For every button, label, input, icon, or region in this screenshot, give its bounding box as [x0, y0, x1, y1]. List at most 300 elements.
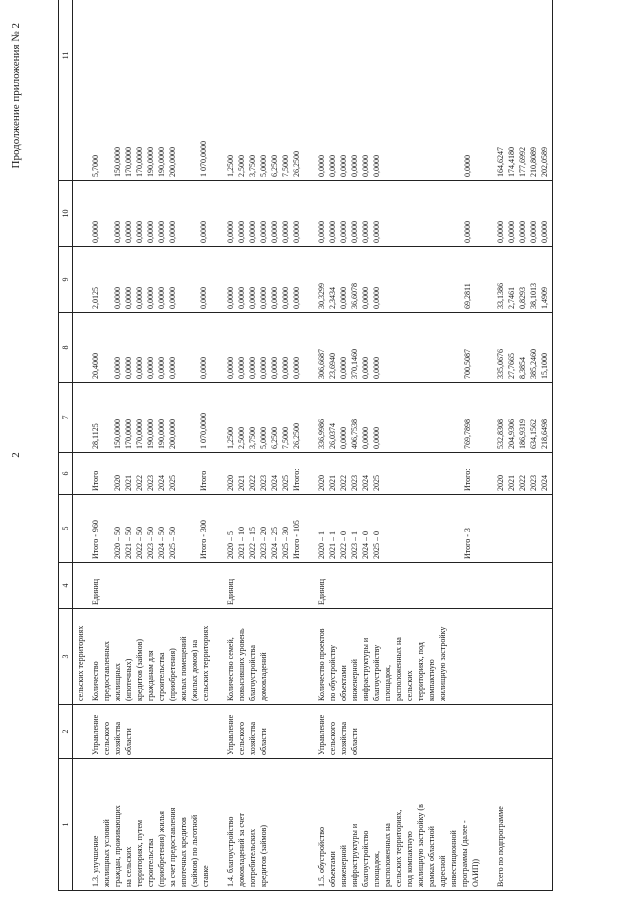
- value: 26,0374: [328, 423, 337, 449]
- spacer: [442, 498, 452, 559]
- value: 2,5000: [237, 155, 246, 177]
- table-cell: [73, 453, 89, 495]
- total-label: Итого - 960: [91, 520, 100, 559]
- spacer: [412, 316, 422, 379]
- spacer: [432, 386, 442, 449]
- spacer: [302, 250, 312, 309]
- spacer: [422, 0, 432, 177]
- executor-name: сельского: [102, 722, 111, 755]
- spacer: [422, 316, 432, 379]
- spacer: [481, 762, 491, 887]
- spacer: [412, 498, 422, 559]
- spacer: [402, 456, 412, 491]
- indicator-text: жилищную застройку: [438, 626, 447, 701]
- value: 385,2460: [529, 349, 538, 379]
- spacer: [178, 250, 188, 309]
- year: 2020: [226, 475, 235, 491]
- value: 0,0000: [496, 221, 505, 243]
- table-cell: [223, 313, 314, 383]
- year-count: 2025 – 50: [168, 527, 177, 559]
- value: 0,0000: [540, 221, 549, 243]
- value: 0,0000: [361, 427, 370, 449]
- measure-name: инвестиционной: [449, 830, 458, 887]
- indicator-text: по обустройству: [328, 644, 337, 701]
- total-label: Итого: [91, 470, 100, 491]
- year-count: 2022 – 15: [248, 527, 257, 559]
- executor-name: Управление: [226, 714, 235, 755]
- table-cell: [493, 383, 553, 453]
- value: 0,0000: [339, 221, 348, 243]
- table-cell: [493, 759, 553, 891]
- value: 7,5000: [281, 155, 290, 177]
- value: 0,0000: [259, 221, 268, 243]
- value: 0,0000: [113, 287, 122, 309]
- value: 0,0000: [157, 221, 166, 243]
- value: 0,0000: [157, 357, 166, 379]
- indicator-text: компактную: [427, 659, 436, 701]
- table-cell: [314, 495, 493, 563]
- table-cell: [314, 313, 493, 383]
- value: 532,8308: [496, 419, 505, 449]
- year: 2021: [507, 475, 516, 491]
- spacer: [382, 184, 392, 243]
- year-count: 2022 – 50: [135, 527, 144, 559]
- measure-name: граждан, проживающих: [113, 805, 122, 887]
- executor-name: сельского: [237, 722, 246, 755]
- value: 30,3299: [317, 283, 326, 309]
- spacer: [473, 386, 483, 449]
- measure-name: благоустройство: [361, 830, 370, 887]
- year: 2025: [168, 475, 177, 491]
- measure-name: рамках областной: [427, 826, 436, 887]
- measure-name: на сельских: [124, 846, 133, 887]
- value: 0,0000: [270, 221, 279, 243]
- value: 204,9306: [507, 419, 516, 449]
- year: 2022: [339, 475, 348, 491]
- value: 7,5000: [281, 427, 290, 449]
- table-cell: [223, 0, 314, 181]
- spacer: [178, 386, 188, 449]
- value: 1,4909: [540, 287, 549, 309]
- table-cell: [88, 563, 223, 609]
- indicator-text: благоустройства: [248, 645, 257, 701]
- spacer: [432, 498, 442, 559]
- measure-name: расположенных на: [383, 823, 392, 887]
- value: 0,0000: [281, 357, 290, 379]
- spacer: [442, 250, 452, 309]
- unit-label: Единиц: [226, 578, 235, 605]
- year-count: 2025 – 0: [372, 531, 381, 559]
- spacer: [188, 184, 198, 243]
- table-cell: [493, 705, 553, 759]
- executor-name: области: [259, 728, 268, 755]
- spacer: [452, 0, 462, 177]
- value: 0,0000: [237, 357, 246, 379]
- year: 2023: [529, 475, 538, 491]
- spacer: [360, 708, 370, 755]
- table-cell: [314, 705, 493, 759]
- spacer: [392, 316, 402, 379]
- appendix-label: Продолжение приложения № 2: [10, 23, 22, 169]
- year-count: 2024 – 0: [361, 531, 370, 559]
- value: 0,0000: [135, 287, 144, 309]
- table-cell: [73, 181, 89, 247]
- spacer: [473, 456, 483, 491]
- measure-name: за счет предоставления: [168, 807, 177, 887]
- year-count: 2022 – 0: [339, 531, 348, 559]
- measure-name: потребительских: [248, 828, 257, 887]
- value: 0,0000: [259, 357, 268, 379]
- table-row: [314, 0, 493, 891]
- total-label: [101, 456, 112, 491]
- indicator-text: (ипотечных): [124, 658, 133, 701]
- measure-name: сельских территориях,: [394, 809, 403, 887]
- year-count: 2023 – 50: [146, 527, 155, 559]
- value: 0,0000: [146, 221, 155, 243]
- table-cell: [493, 181, 553, 247]
- column-number: 10: [59, 181, 73, 247]
- value: 0,0000: [146, 357, 155, 379]
- indicator-text: предоставленных: [102, 641, 111, 701]
- spacer: [188, 498, 198, 559]
- column-number: 8: [59, 313, 73, 383]
- indicator-text: благоустройству: [372, 644, 381, 701]
- column-number: 5: [59, 495, 73, 563]
- spacer: [327, 566, 337, 605]
- spacer: [432, 316, 442, 379]
- value: 190,0000: [146, 147, 155, 177]
- table-cell: [493, 247, 553, 313]
- value: 174,4180: [507, 147, 516, 177]
- value: 0,0000: [339, 155, 348, 177]
- spacer: [209, 386, 219, 449]
- spacer: [302, 386, 312, 449]
- column-number: 9: [59, 247, 73, 313]
- measure-name: под компактную: [405, 831, 414, 887]
- value: 0,0000: [361, 155, 370, 177]
- page-number: 2: [10, 452, 22, 458]
- value: 0,0000: [361, 221, 370, 243]
- indicator-text: строительства: [157, 652, 166, 701]
- spacer: [178, 498, 188, 559]
- value: 0,0000: [135, 221, 144, 243]
- table-cell: [493, 495, 553, 563]
- value: 0,0000: [529, 221, 538, 243]
- year-count: 2020 – 1: [317, 531, 326, 559]
- indicator-text: домовладений: [259, 652, 268, 701]
- value: 0,0000: [317, 221, 326, 243]
- indicator-text: (приобретения): [168, 648, 177, 701]
- value: 0,0000: [518, 221, 527, 243]
- year: 2021: [124, 475, 133, 491]
- indicator-text: площадок,: [383, 665, 392, 701]
- value: [101, 386, 112, 449]
- value: 2,0125: [91, 287, 100, 309]
- spacer: [442, 0, 452, 177]
- table-cell: [223, 609, 314, 705]
- value: 0,0000: [124, 287, 133, 309]
- value: 33,1386: [496, 283, 505, 309]
- value: 27,7665: [507, 353, 516, 379]
- total-value: 1 070,0000: [199, 413, 208, 449]
- table-cell: [493, 453, 553, 495]
- spacer: [452, 456, 462, 491]
- spacer: [382, 250, 392, 309]
- table-cell: [73, 383, 89, 453]
- value: 190,0000: [157, 419, 166, 449]
- table-cell: [88, 453, 223, 495]
- table-cell: [493, 313, 553, 383]
- total-value: 769,7898: [463, 419, 472, 449]
- table-cell: [88, 705, 223, 759]
- spacer: [188, 250, 198, 309]
- value: 0,0000: [361, 287, 370, 309]
- value: 0,0000: [226, 221, 235, 243]
- spacer: [302, 316, 312, 379]
- spacer: [302, 498, 312, 559]
- page-header: [10, 15, 58, 895]
- year-count: 2023 – 1: [350, 531, 359, 559]
- column-number: 2: [59, 705, 73, 759]
- executor-name: Управление: [91, 714, 100, 755]
- value: 406,7538: [350, 419, 359, 449]
- value: [101, 316, 112, 379]
- value: 3,7500: [248, 155, 257, 177]
- column-number: 3: [59, 609, 73, 705]
- table-cell: [73, 495, 89, 563]
- spacer: [442, 386, 452, 449]
- value: 190,0000: [157, 147, 166, 177]
- spacer: [209, 498, 219, 559]
- table-cell: [88, 0, 223, 181]
- value: 0,0000: [135, 357, 144, 379]
- table-cell: [223, 181, 314, 247]
- spacer: [452, 386, 462, 449]
- spacer: [422, 184, 432, 243]
- spacer: [269, 612, 279, 701]
- value: 0,0000: [270, 357, 279, 379]
- total-value: 1 070,0000: [199, 141, 208, 177]
- spacer: [209, 316, 219, 379]
- spacer: [432, 456, 442, 491]
- value: 38,1013: [529, 283, 538, 309]
- year: 2023: [259, 475, 268, 491]
- table-cell: [88, 759, 223, 891]
- spacer: [442, 456, 452, 491]
- table-cell: [223, 247, 314, 313]
- spacer: [269, 708, 279, 755]
- table-cell: [314, 563, 493, 609]
- spacer: [402, 184, 412, 243]
- value: 170,0000: [124, 419, 133, 449]
- measure-name: 1.3. улучшение: [91, 835, 100, 887]
- year-count: 2020 – 5: [226, 531, 235, 559]
- total-value: 0,0000: [292, 357, 301, 379]
- document-sheet: [10, 15, 628, 895]
- year-count: 2025 – 30: [281, 527, 290, 559]
- value: [101, 250, 112, 309]
- spacer: [188, 316, 198, 379]
- year: 2024: [157, 475, 166, 491]
- measure-name: ОАИП)): [471, 858, 480, 887]
- indicator-text: сельских территориях: [76, 625, 85, 701]
- spacer: [382, 386, 392, 449]
- indicator-text: сельских территориях: [201, 625, 210, 701]
- table-cell: [314, 247, 493, 313]
- year: 2024: [361, 475, 370, 491]
- value: 6,2500: [270, 155, 279, 177]
- spacer: [178, 316, 188, 379]
- executor-name: области: [350, 728, 359, 755]
- measure-name: ипотечных кредитов: [179, 817, 188, 887]
- table-cell: [314, 0, 493, 181]
- spacer: [412, 184, 422, 243]
- table-body: [73, 0, 553, 891]
- value: 0,0000: [259, 287, 268, 309]
- table-cell: [223, 495, 314, 563]
- value: 200,0000: [168, 147, 177, 177]
- value: 370,1460: [350, 349, 359, 379]
- spacer: [178, 184, 188, 243]
- total-value: 0,0000: [199, 221, 208, 243]
- measure-name: (приобретения) жилья: [157, 811, 166, 887]
- value: [101, 184, 112, 243]
- spacer: [188, 456, 198, 491]
- spacer: [209, 184, 219, 243]
- year-count: 2021 – 1: [328, 531, 337, 559]
- measure-name: домовладений за счет: [237, 813, 246, 887]
- value: 186,9319: [518, 419, 527, 449]
- table-cell: [493, 609, 553, 705]
- spacer: [432, 250, 442, 309]
- year: 2022: [518, 475, 527, 491]
- spacer: [412, 456, 422, 491]
- year: 2022: [248, 475, 257, 491]
- table-cell: [88, 313, 223, 383]
- spacer: [422, 456, 432, 491]
- spacer: [473, 0, 483, 177]
- value: 0,0000: [168, 287, 177, 309]
- value: 8,3854: [518, 357, 527, 379]
- spacer: [382, 316, 392, 379]
- indicator-text: расположенных на: [394, 637, 403, 701]
- executor-name: области: [124, 728, 133, 755]
- spacer: [382, 0, 392, 177]
- year: 2020: [113, 475, 122, 491]
- spacer: [392, 250, 402, 309]
- table-cell: [314, 181, 493, 247]
- indicator-text: Количество: [91, 661, 100, 701]
- spacer: [412, 250, 422, 309]
- value: 170,0000: [135, 147, 144, 177]
- table-cell: [493, 563, 553, 609]
- spacer: [412, 386, 422, 449]
- value: 0,0000: [350, 155, 359, 177]
- unit-label: Единиц: [91, 578, 100, 605]
- value: 1,2500: [226, 427, 235, 449]
- value: 200,0000: [168, 419, 177, 449]
- table-row: [73, 0, 89, 891]
- table-cell: [88, 247, 223, 313]
- value: 0,0000: [281, 221, 290, 243]
- total-value: 69,2811: [463, 283, 472, 309]
- year-count: 2021 – 10: [237, 527, 246, 559]
- total-label: Итого - 3: [463, 528, 472, 559]
- value: 0,0000: [248, 221, 257, 243]
- value: 2,5000: [237, 427, 246, 449]
- spacer: [302, 0, 312, 177]
- value: 0,0000: [270, 287, 279, 309]
- value: 0,0000: [361, 357, 370, 379]
- value: 15,1000: [540, 353, 549, 379]
- spacer: [473, 250, 483, 309]
- spacer: [452, 316, 462, 379]
- value: 0,0000: [328, 221, 337, 243]
- table-cell: [223, 563, 314, 609]
- year-count: 2024 – 25: [270, 527, 279, 559]
- table-cell: [88, 383, 223, 453]
- value: 3,7500: [248, 427, 257, 449]
- value: 36,6078: [350, 283, 359, 309]
- measure-name: инфраструктуры и: [350, 823, 359, 887]
- value: 0,0000: [124, 221, 133, 243]
- spacer: [188, 386, 198, 449]
- table-cell: [73, 759, 89, 891]
- table-cell: [73, 0, 89, 181]
- value: 0,0000: [372, 221, 381, 243]
- table-cell: [73, 609, 89, 705]
- value: 0,0000: [350, 221, 359, 243]
- spacer: [392, 386, 402, 449]
- value: 634,1562: [529, 419, 538, 449]
- value: 0,0000: [372, 287, 381, 309]
- table-cell: [493, 0, 553, 181]
- value: 306,6687: [317, 349, 326, 379]
- measure-name: объектами: [328, 851, 337, 887]
- spacer: [402, 386, 412, 449]
- total-value: 0,0000: [463, 155, 472, 177]
- year: 2023: [146, 475, 155, 491]
- value: 2,7461: [507, 287, 516, 309]
- total-label: Итого:: [292, 468, 301, 491]
- total-value: 0,0000: [292, 221, 301, 243]
- value: 5,0000: [259, 427, 268, 449]
- spacer: [452, 250, 462, 309]
- spacer: [442, 316, 452, 379]
- value: 20,4000: [91, 353, 100, 379]
- value: 0,0000: [339, 287, 348, 309]
- year: 2022: [135, 475, 144, 491]
- year: 2021: [328, 475, 337, 491]
- value: 0,0000: [226, 287, 235, 309]
- value: 177,6992: [518, 147, 527, 177]
- measure-name: кредитов (займов): [259, 824, 268, 887]
- indicator-text: жилищных: [113, 663, 122, 701]
- indicator-text: жилых помещений: [179, 636, 188, 701]
- year-count: 2021 – 50: [124, 527, 133, 559]
- value: 5,7000: [91, 155, 100, 177]
- measure-name: 1.5. обустройство: [317, 827, 326, 887]
- value: 0,0000: [248, 287, 257, 309]
- spacer: [236, 566, 246, 605]
- spacer: [101, 566, 111, 605]
- spacer: [382, 456, 392, 491]
- value: 0,0000: [91, 221, 100, 243]
- column-number: 4: [59, 563, 73, 609]
- spacer: [178, 456, 188, 491]
- value: 0,0000: [372, 427, 381, 449]
- spacer: [402, 316, 412, 379]
